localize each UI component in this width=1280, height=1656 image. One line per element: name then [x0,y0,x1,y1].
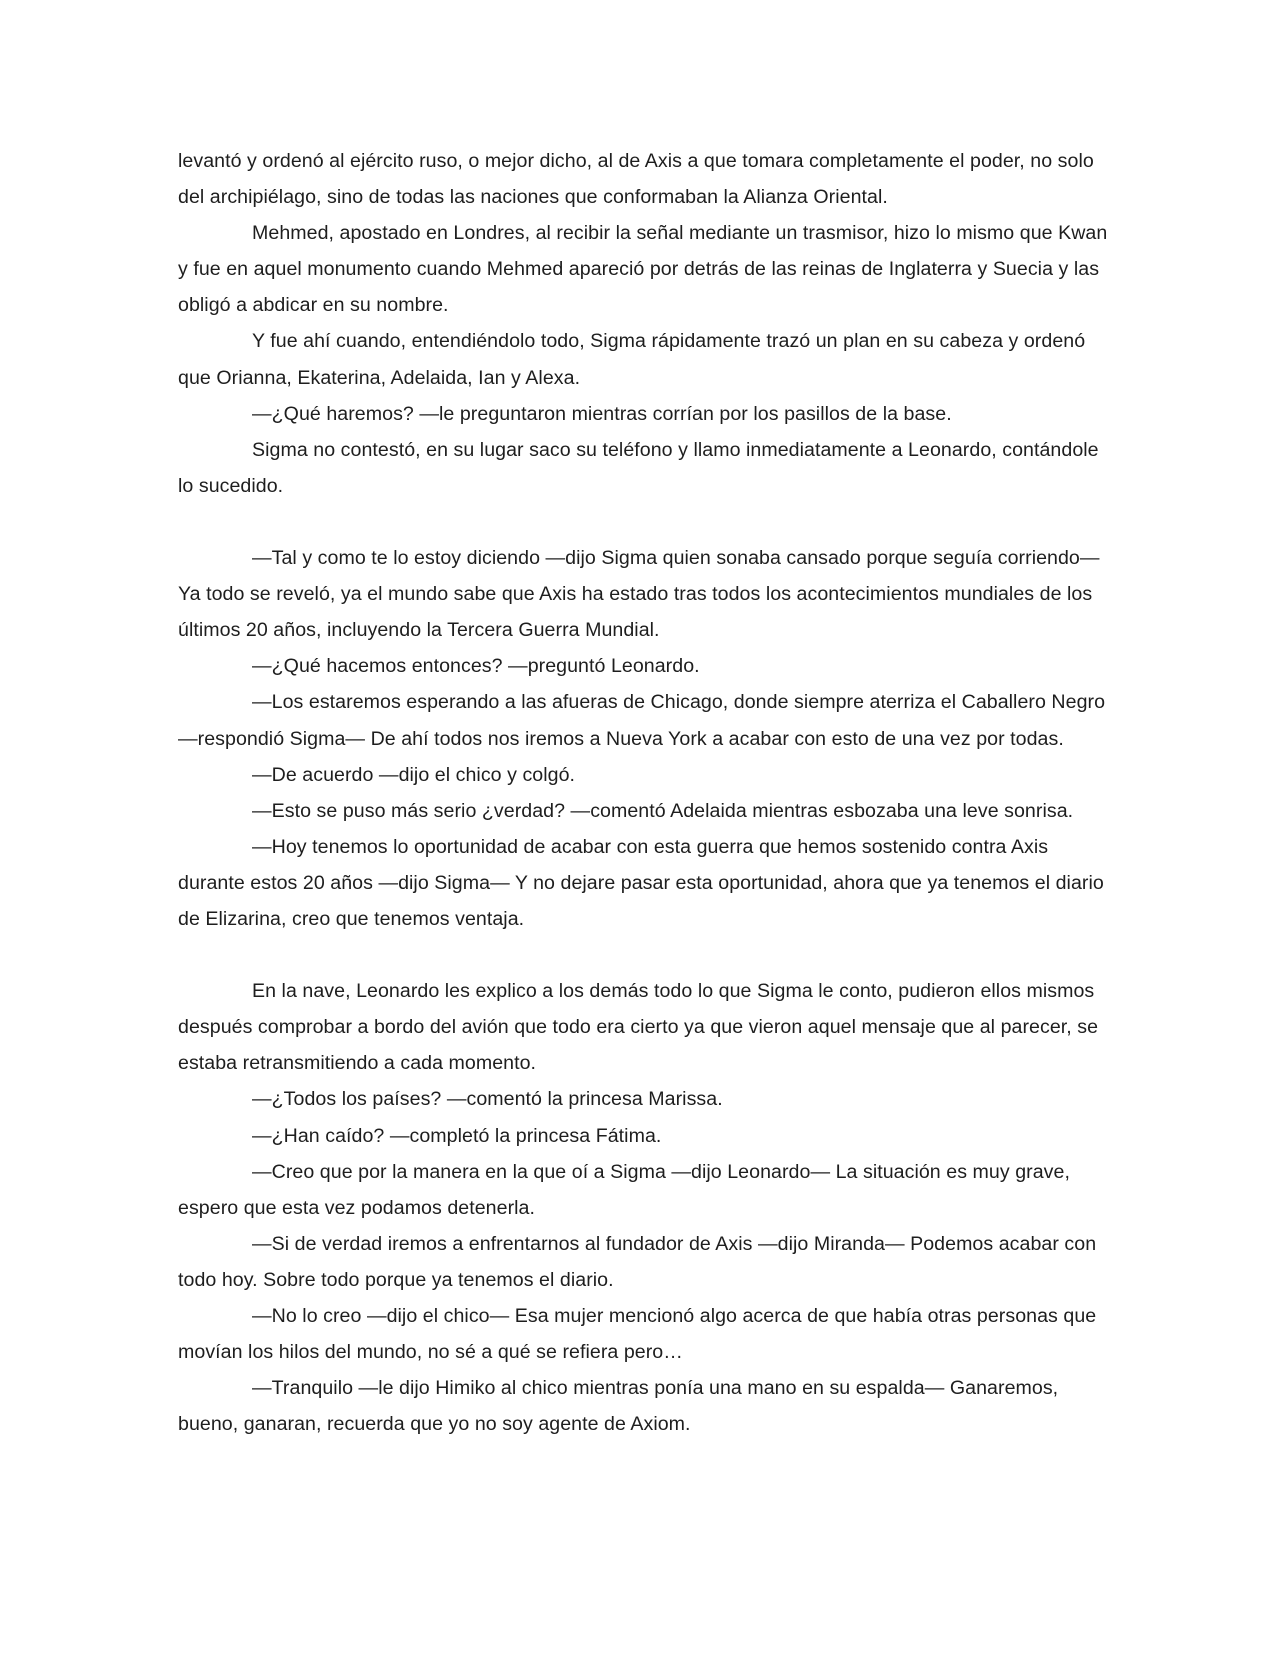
dialogue-line: —Tal y como te lo estoy diciendo —dijo Sigma quien sonaba cansado porque seguía corriendo— Ya todo se reveló, ya el mundo sabe que Axis ha estado tras todos los acontecimientos mundiales de los últimos 20 años, incluyendo la Tercera Guerra Mundial. [178,547,1100,642]
dialogue-line: —Creo que por la manera en la que oí a Sigma —dijo Leonardo— La situación es muy grave, espero que esta vez podamos detenerla. [178,1160,1070,1219]
dialogue-line: —Los estaremos esperando a las afueras de Chicago, donde siempre aterriza el Caballero Negro —respondió Sigma— De ahí todos nos iremos a Nueva York a acabar con esto de una vez por todas. [178,691,1106,750]
paragraph: En la nave, Leonardo les explico a los demás todo lo que Sigma le conto, pudieron ellos mismos después comprobar a bordo del avión que todo era cierto ya que vieron aquel mensaje que al parecer, se estaba retransmitiendo a cada momento. [178,980,1099,1075]
dialogue-line: —Hoy tenemos lo oportunidad de acabar con esta guerra que hemos sostenido contra Axis durante estos 20 años —dijo Sigma— Y no dejare pasar esta oportunidad, ahora que ya tenemos el diario de Elizarina, creo que tenemos ventaja. [178,835,1104,930]
dialogue-line: —Tranquilo —le dijo Himiko al chico mientras ponía una mano en su espalda— Ganaremos, bueno, ganaran, recuerda que yo no soy agente de Axiom. [178,1377,1059,1436]
dialogue-line: —Si de verdad iremos a enfrentarnos al fundador de Axis —dijo Miranda— Podemos acabar con todo hoy. Sobre todo porque ya tenemos el diario. [178,1232,1097,1291]
dialogue-line: —¿Han caído? —completó la princesa Fátima. [252,1124,662,1147]
paragraph: levantó y ordenó al ejército ruso, o mejor dicho, al de Axis a que tomara completamente el poder, no solo del archipiélago, sino de todas las naciones que conformaban la Alianza Oriental. [178,150,1094,209]
document-page [178,143,1108,1442]
dialogue-line: —De acuerdo —dijo el chico y colgó. [252,763,576,786]
section-break [178,504,1108,540]
dialogue-line: —No lo creo —dijo el chico— Esa mujer mencionó algo acerca de que había otras personas que movían los hilos del mundo, no sé a qué se refiera pero… [178,1305,1097,1364]
paragraph: Y fue ahí cuando, entendiéndolo todo, Sigma rápidamente trazó un plan en su cabeza y ordenó que Orianna, Ekaterina, Adelaida, Ian y Alexa. [178,330,1086,389]
dialogue-line: —Esto se puso más serio ¿verdad? —comentó Adelaida mientras esbozaba una leve sonrisa. [252,799,1074,822]
section-break [178,937,1108,973]
dialogue-line: —¿Qué hacemos entonces? —preguntó Leonardo. [252,655,700,678]
dialogue-line: —¿Todos los países? —comentó la princesa Marissa. [252,1088,723,1111]
paragraph: Mehmed, apostado en Londres, al recibir la señal mediante un trasmisor, hizo lo mismo que Kwan y fue en aquel monumento cuando Mehmed apareció por detrás de las reinas de Inglaterra y Suecia y las obligó a abdicar en su nombre. [178,222,1108,317]
paragraph: Sigma no contestó, en su lugar saco su teléfono y llamo inmediatamente a Leonardo, contándole lo sucedido. [178,438,1099,497]
dialogue-line: —¿Qué haremos? —le preguntaron mientras corrían por los pasillos de la base. [252,402,952,425]
